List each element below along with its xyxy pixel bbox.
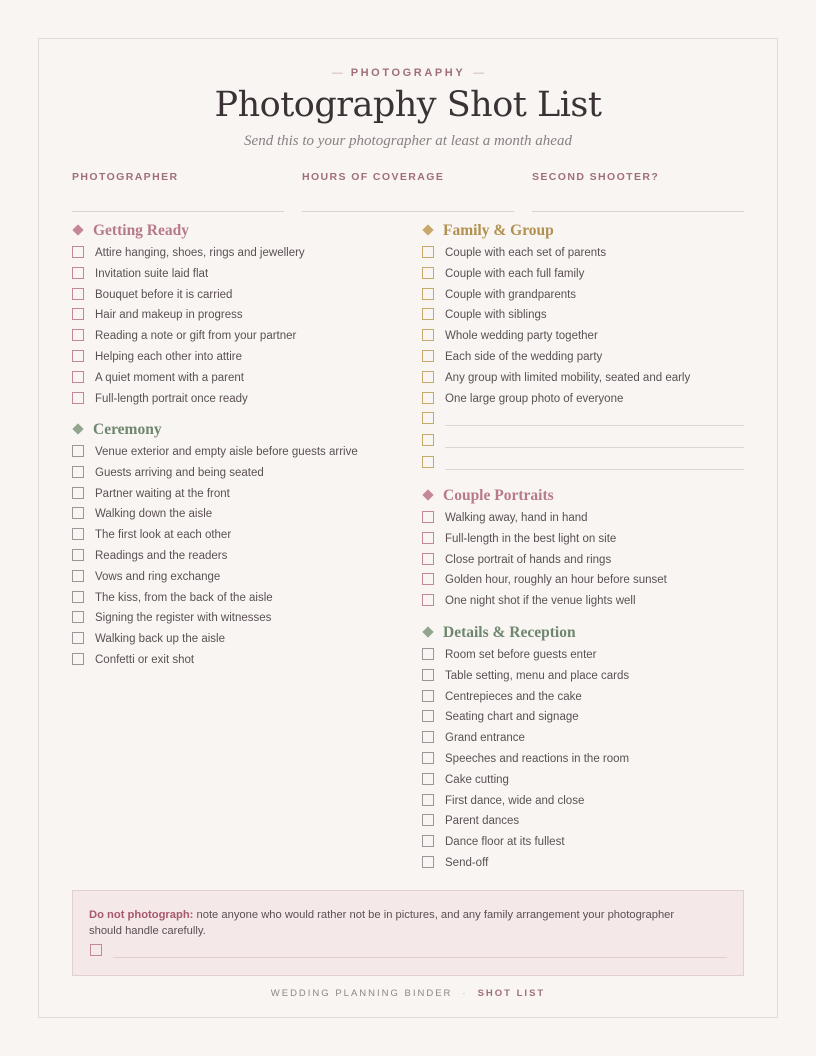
checklist-item-couple-with-siblings[interactable]: [422, 307, 744, 328]
footer-page-name: SHOT LIST: [477, 988, 546, 999]
checkbox[interactable]: [422, 648, 434, 660]
hours-of-coverage-input-line[interactable]: [302, 211, 514, 212]
checklist-item-guests-arriving-and-being-seated[interactable]: [72, 465, 382, 486]
checklist: [72, 444, 382, 673]
checkbox[interactable]: [72, 392, 84, 404]
checklist-item-label: Walking back up the aisle: [95, 633, 225, 646]
note-checkbox[interactable]: [90, 944, 102, 956]
page-subtitle: Send this to your photographer at least a month ahead: [244, 133, 572, 149]
checkbox[interactable]: [422, 456, 434, 468]
checkbox[interactable]: [72, 653, 84, 665]
checkbox[interactable]: [72, 591, 84, 603]
checklist-item-one-large-group-photo-of-everyone[interactable]: [422, 391, 744, 412]
checkbox[interactable]: [422, 532, 434, 544]
checkbox[interactable]: [72, 487, 84, 499]
checklist-item-label: Couple with grandparents: [445, 288, 577, 301]
note-body: note anyone who would rather not be in pictures, and any family arrangement your photographer should handle carefully.: [89, 909, 675, 937]
checklist-item-confetti-or-exit-shot[interactable]: [72, 652, 382, 673]
checkbox[interactable]: [422, 267, 434, 279]
diamond-icon: [422, 627, 433, 638]
section-details-reception: [422, 623, 744, 876]
checkbox[interactable]: [422, 594, 434, 606]
checkbox[interactable]: [72, 288, 84, 300]
checklist-item-label: Couple with each full family: [445, 267, 585, 280]
page-kicker: — PHOTOGRAPHY —: [331, 67, 485, 79]
checkbox[interactable]: [72, 507, 84, 519]
checklist-item-couple-with-grandparents[interactable]: [422, 287, 744, 308]
checkbox[interactable]: [72, 308, 84, 320]
checklist-item-speeches-and-reactions-in-the-room[interactable]: [422, 751, 744, 772]
checklist-item-helping-each-other-into-attire[interactable]: [72, 349, 382, 370]
diamond-icon: [422, 225, 433, 236]
checklist-item-invitation-suite-laid-flat[interactable]: [72, 266, 382, 287]
checklist-item-label: Close portrait of hands and rings: [445, 553, 612, 566]
note-label: Do not photograph:: [89, 909, 194, 921]
footer-binder: WEDDING PLANNING BINDER: [270, 988, 453, 999]
checkbox[interactable]: [422, 573, 434, 585]
checklist: [72, 245, 382, 411]
checkbox[interactable]: [422, 710, 434, 722]
checklist-item-table-setting-menu-and-place-cards[interactable]: [422, 668, 744, 689]
checkbox[interactable]: [422, 511, 434, 523]
checklist-item-label: Send-off: [445, 856, 489, 869]
checklist-item-full-length-portrait-once-ready[interactable]: [72, 391, 382, 412]
checklist-item-label: Room set before guests enter: [445, 649, 597, 661]
checklist-item-couple-with-each-set-of-parents[interactable]: [422, 245, 744, 266]
section-title: Ceremony: [72, 420, 382, 440]
checklist-item-label: Bouquet before it is carried: [95, 288, 233, 301]
blank-checklist-item[interactable]: [422, 411, 744, 433]
checklist-item-label: Parent dances: [445, 815, 520, 828]
section-couple-portraits: [422, 486, 744, 614]
second-shooter-label: SECOND SHOOTER?: [532, 171, 660, 183]
checklist-item-label: First dance, wide and close: [445, 794, 585, 807]
checkbox[interactable]: [72, 445, 84, 457]
checklist-item-couple-with-each-full-family[interactable]: [422, 266, 744, 287]
do-not-photograph-note: [72, 890, 744, 976]
checkbox[interactable]: [72, 611, 84, 623]
checkbox[interactable]: [422, 288, 434, 300]
checklist-item-label: Helping each other into attire: [95, 350, 243, 363]
checkbox[interactable]: [422, 434, 434, 446]
checklist-item-room-set-before-guests-enter[interactable]: [422, 647, 744, 668]
write-in-line[interactable]: [445, 447, 744, 448]
checkbox[interactable]: [72, 246, 84, 258]
checklist-item-label: The kiss, from the back of the aisle: [95, 591, 273, 604]
checklist-item-label: One large group photo of everyone: [445, 392, 624, 405]
note-text: [89, 907, 709, 939]
checklist-item-vows-and-ring-exchange[interactable]: [72, 569, 382, 590]
checklist-item-the-first-look-at-each-other[interactable]: [72, 527, 382, 548]
note-write-line[interactable]: [113, 957, 727, 958]
checklist-item-reading-a-note-or-gift-from-your-partner[interactable]: [72, 328, 382, 349]
checklist-item-label: Couple with siblings: [445, 309, 547, 322]
checklist-item-partner-waiting-at-the-front[interactable]: [72, 486, 382, 507]
checklist-item-bouquet-before-it-is-carried[interactable]: [72, 287, 382, 308]
checkbox[interactable]: [422, 246, 434, 258]
checklist-item-seating-chart-and-signage[interactable]: [422, 709, 744, 730]
checkbox[interactable]: [422, 669, 434, 681]
section-title: Couple Portraits: [422, 486, 744, 506]
checklist-item-label: Venue exterior and empty aisle before guests arrive: [95, 446, 358, 458]
checkbox[interactable]: [422, 329, 434, 341]
checkbox[interactable]: [422, 814, 434, 826]
checklist-item-label: Readings and the readers: [95, 549, 228, 562]
checklist-item-walking-away-hand-in-hand[interactable]: [422, 510, 744, 531]
section-getting-ready: [72, 221, 382, 411]
checkbox[interactable]: [422, 731, 434, 743]
checklist-item-cake-cutting[interactable]: [422, 772, 744, 793]
section-title: Family & Group: [422, 221, 744, 241]
checklist: [422, 647, 744, 876]
hours-of-coverage-field[interactable]: [302, 171, 514, 183]
checklist-item-signing-the-register-with-witnesses[interactable]: [72, 610, 382, 631]
checkbox[interactable]: [72, 549, 84, 561]
checkbox[interactable]: [422, 690, 434, 702]
page-footer: WEDDING PLANNING BINDER · SHOT LIST: [270, 988, 546, 999]
checklist-item-whole-wedding-party-together[interactable]: [422, 328, 744, 349]
hours-of-coverage-label: HOURS OF COVERAGE: [302, 171, 445, 183]
checklist-item-venue-exterior-and-empty-aisle-before-gu[interactable]: [72, 444, 382, 465]
write-in-line[interactable]: [445, 469, 744, 470]
checklist-item-first-dance-wide-and-close[interactable]: [422, 793, 744, 814]
checklist-item-label: Hair and makeup in progress: [95, 309, 243, 322]
checklist-item-label: Reading a note or gift from your partner: [95, 330, 297, 343]
checklist-item-label: Guests arriving and being seated: [95, 466, 264, 479]
checkbox[interactable]: [72, 371, 84, 383]
checklist-item-hair-and-makeup-in-progress[interactable]: [72, 307, 382, 328]
second-shooter-field[interactable]: [532, 171, 744, 183]
diamond-icon: [422, 490, 433, 501]
checklist-item-label: Cake cutting: [445, 773, 509, 786]
checklist-item-send-off[interactable]: [422, 855, 744, 876]
checklist-item-label: The first look at each other: [95, 529, 232, 542]
checklist-item-label: Golden hour, roughly an hour before sunset: [445, 574, 667, 587]
checklist-item-label: A quiet moment with a parent: [95, 371, 244, 384]
checkbox[interactable]: [72, 528, 84, 540]
checkbox[interactable]: [422, 752, 434, 764]
checklist-item-label: Walking away, hand in hand: [445, 512, 588, 524]
checklist-item-label: Dance floor at its fullest: [445, 836, 565, 849]
checklist-item-grand-entrance[interactable]: [422, 730, 744, 751]
checklist: [422, 245, 744, 477]
checklist-item-label: Centrepieces and the cake: [445, 690, 582, 703]
checklist-item-readings-and-the-readers[interactable]: [72, 548, 382, 569]
shot-list-page: [38, 38, 778, 1018]
checkbox[interactable]: [72, 329, 84, 341]
checklist-item-label: Each side of the wedding party: [445, 350, 603, 363]
checklist-item-label: Table setting, menu and place cards: [445, 669, 630, 682]
checkbox[interactable]: [422, 835, 434, 847]
checklist-item-parent-dances[interactable]: [422, 813, 744, 834]
checklist-item-label: Attire hanging, shoes, rings and jewellery: [95, 247, 305, 259]
blank-checklist-item[interactable]: [422, 433, 744, 455]
checkbox[interactable]: [422, 392, 434, 404]
checklist-item-golden-hour-roughly-an-hour-before-sunse[interactable]: [422, 572, 744, 593]
checklist-item-each-side-of-the-wedding-party[interactable]: [422, 349, 744, 370]
checklist-item-label: Partner waiting at the front: [95, 487, 230, 500]
checklist-item-label: Confetti or exit shot: [95, 653, 195, 666]
section-title: Getting Ready: [72, 221, 382, 241]
checkbox[interactable]: [72, 267, 84, 279]
checklist-item-walking-back-up-the-aisle[interactable]: [72, 631, 382, 652]
checkbox[interactable]: [72, 632, 84, 644]
checklist-item-one-night-shot-if-the-venue-lights-well[interactable]: [422, 593, 744, 614]
photographer-input-line[interactable]: [72, 211, 284, 212]
checkbox[interactable]: [72, 466, 84, 478]
photographer-field[interactable]: [72, 171, 284, 183]
checklist-item-close-portrait-of-hands-and-rings[interactable]: [422, 552, 744, 573]
checklist-item-any-group-with-limited-mobility-seated-a[interactable]: [422, 370, 744, 391]
checkbox[interactable]: [422, 412, 434, 424]
checklist-item-label: Full-length portrait once ready: [95, 392, 248, 405]
checklist-item-label: Invitation suite laid flat: [95, 267, 209, 280]
checklist: [422, 510, 744, 614]
checklist-item-label: Whole wedding party together: [445, 330, 598, 343]
checkbox[interactable]: [422, 371, 434, 383]
checklist-item-label: Vows and ring exchange: [95, 570, 221, 583]
diamond-icon: [72, 424, 83, 435]
section-family-group: [422, 221, 744, 477]
checklist-item-label: Walking down the aisle: [95, 508, 213, 521]
section-title: Details & Reception: [422, 623, 744, 643]
checklist-item-full-length-in-the-best-light-on-site[interactable]: [422, 531, 744, 552]
checkbox[interactable]: [72, 350, 84, 362]
second-shooter-input-line[interactable]: [532, 211, 744, 212]
checkbox[interactable]: [422, 308, 434, 320]
checklist-item-label: Grand entrance: [445, 732, 525, 745]
write-in-line[interactable]: [445, 425, 744, 426]
checklist-item-a-quiet-moment-with-a-parent[interactable]: [72, 370, 382, 391]
checklist-item-label: Seating chart and signage: [445, 711, 579, 724]
page-title: Photography Shot List: [214, 85, 602, 125]
checklist-item-label: Speeches and reactions in the room: [445, 752, 630, 765]
checklist-item-attire-hanging-shoes-rings-and-jewellery[interactable]: [72, 245, 382, 266]
checkbox[interactable]: [422, 553, 434, 565]
photographer-label: PHOTOGRAPHER: [72, 171, 179, 183]
checkbox[interactable]: [422, 773, 434, 785]
checklist-item-label: Signing the register with witnesses: [95, 612, 272, 625]
checklist-item-label: Couple with each set of parents: [445, 247, 607, 259]
checklist-item-label: Full-length in the best light on site: [445, 532, 617, 545]
blank-checklist-item[interactable]: [422, 455, 744, 477]
checklist-item-the-kiss-from-the-back-of-the-aisle[interactable]: [72, 590, 382, 611]
checkbox[interactable]: [422, 794, 434, 806]
diamond-icon: [72, 225, 83, 236]
checklist-item-dance-floor-at-its-fullest[interactable]: [422, 834, 744, 855]
checklist-item-label: Any group with limited mobility, seated and early: [445, 371, 691, 384]
checklist-item-label: One night shot if the venue lights well: [445, 595, 636, 608]
checkbox[interactable]: [422, 350, 434, 362]
checklist-item-walking-down-the-aisle[interactable]: [72, 506, 382, 527]
section-ceremony: [72, 420, 382, 673]
checklist-item-centrepieces-and-the-cake[interactable]: [422, 689, 744, 710]
checkbox[interactable]: [72, 570, 84, 582]
checkbox[interactable]: [422, 856, 434, 868]
